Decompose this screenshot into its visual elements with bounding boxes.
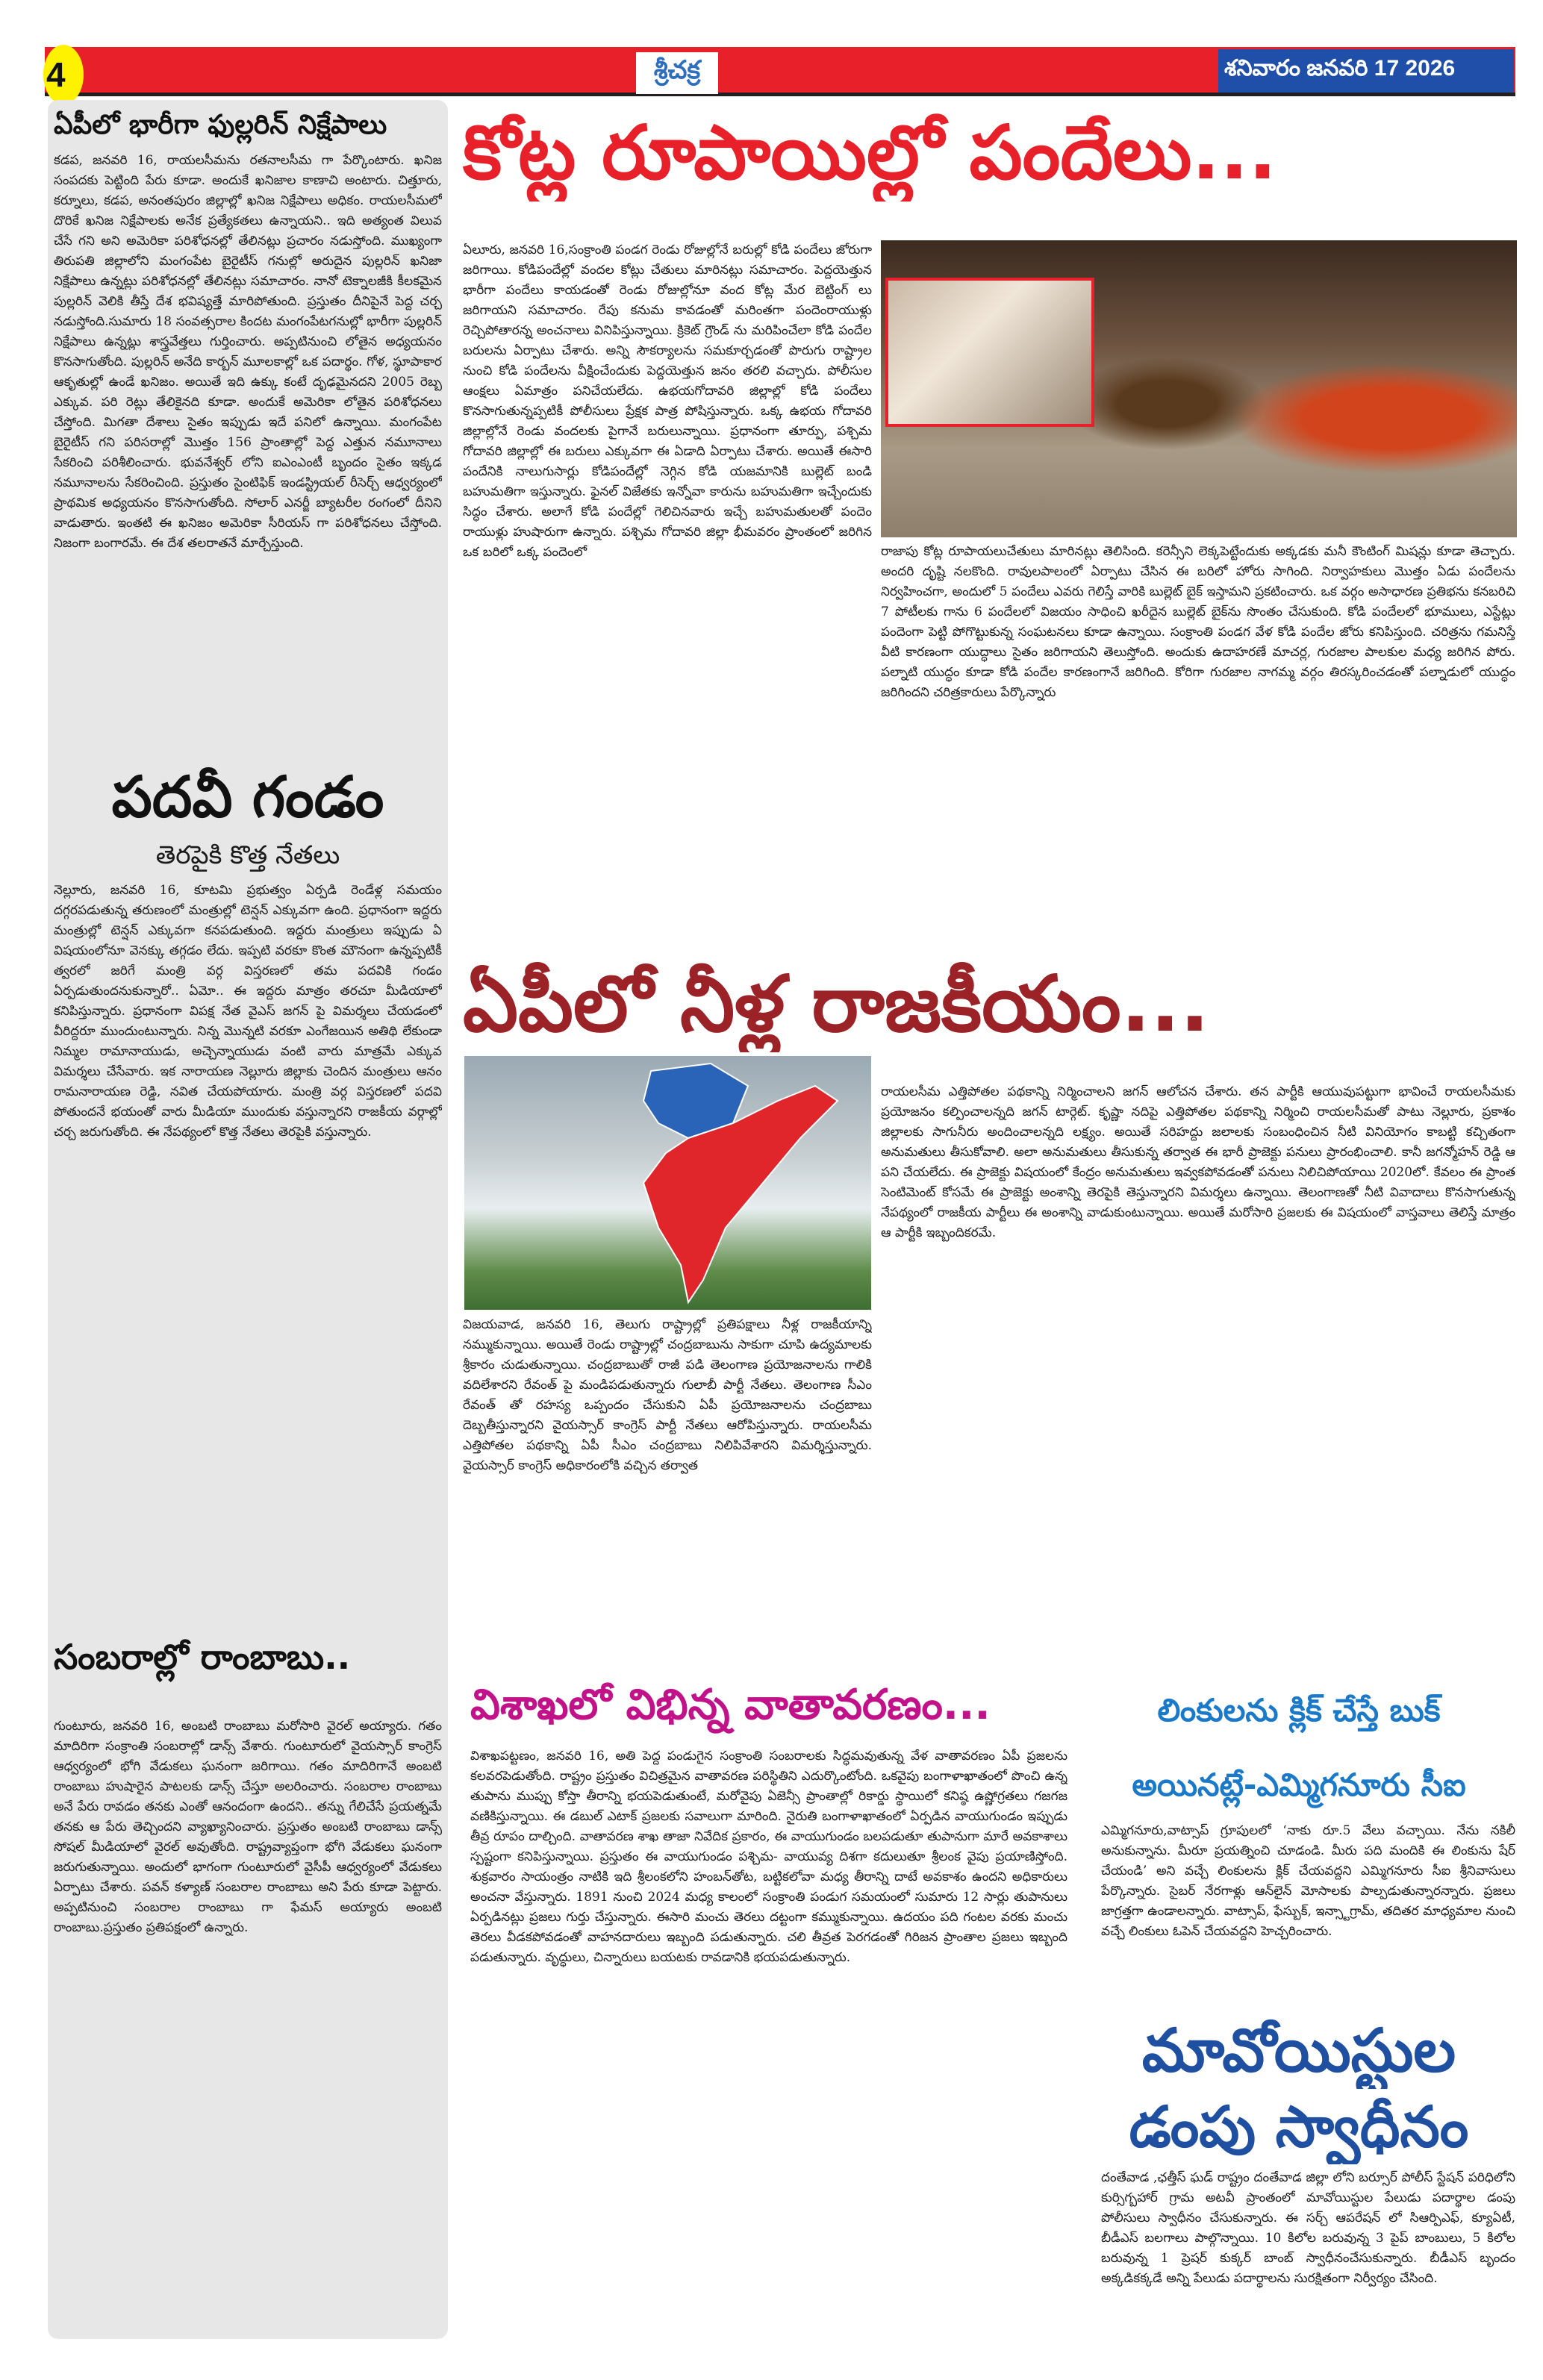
story-headline: ఏపీలో భారీగా ఫుల్లరిన్ నిక్షేపాలు bbox=[54, 110, 387, 140]
maoist-headline-line2: డంపు స్వాధీనం bbox=[1129, 2093, 1469, 2160]
story-headline: పదవీ గండం bbox=[111, 763, 384, 830]
water-story-body-col2: రాయలసీమ ఎత్తిపోతల పథకాన్ని నిర్మించాలని జగన్ ఆలోచన చేశారు. తన పార్టీకి ఆయువుపట్టుగా భావించే రాయలసీమకు ప్రయోజనం కల్పించాలన్నది జగన్ టార్గెట్. కృష్ణా నదిపై ఎత్తిపోతల పథకాన్ని నిర్మించి రాయలసీమతో పాటు నెల్లూరు, ప్రకాశం జిల్లాలకు సాగునీరు అందించాలన్నది లక్ష్యం. అయితే సరిహద్దు జలాలకు సంబంధించిన నీటి వినియోగం కాబట్టి కచ్చితంగా అనుమతులు తీసుకోవాలి. అలా అనుమతులు తీసుకున్న తర్వాత ఈ భారీ ప్రాజెక్టు పనులు ప్రారంభించాలి. కానీ జగన్మోహన్ రెడ్డి ఆ పని చేయలేదు. ఈ ప్రాజెక్టు విషయంలో కేంద్రం అనుమతులు ఇవ్వకపోవడంతో పనులు నిలిచిపోయాయి 2020లో. కేవలం ఈ ప్రాంత సెంటిమెంట్ కోసమే ఈ ప్రాజెక్టు అంశాన్ని తెరపైకి తెస్తున్నారని విమర్శలు ఉన్నాయి. తెలంగాణతో నీటి వివాదాలు కొనసాగుతున్న నేపథ్యంలో రాజకీయ పార్టీలు ఈ అంశాన్ని వాడుకుంటున్నాయి. అయితే మరోసారి ప్రజలకు ఈ విషయంలో వాస్తవాలు తెలిస్తే మాత్రం ఆ పార్టీకి ఇబ్బందికరమే. bbox=[881, 1084, 1515, 1240]
story-headline: సంబరాల్లో రాంబాబు.. bbox=[54, 1637, 351, 1677]
water-story-body-col1: విజయవాడ, జనవరి 16, తెలుగు రాష్ట్రాల్లో ప్రతిపక్షాలు నీళ్ల రాజకీయాన్ని నమ్ముకున్నాయి. అయితే రెండు రాష్ట్రాల్లో చంద్రబాబును సాకుగా చూపి ఉద్యమాలకు శ్రీకారం చుడుతున్నాయి. చంద్రబాబుతో రాజీ పడి తెలంగాణ ప్రయోజనాలను గాలికి వదిలేశారని రేవంత్ పై మండిపడుతున్నారు గులాబీ పార్టీ నేతలు. తెలంగాణ సీఎం రేవంత్ తో రహస్య ఒప్పందం చేసుకుని ఏపీ ప్రయోజనాలను చంద్రబాబు దెబ్బతీస్తున్నారని వైయస్సార్ కాంగ్రెస్ పార్టీ నేతలు ఆరోపిస్తున్నారు. రాయలసీమ ఎత్తిపోతల పథకాన్ని ఏపీ సీఎం చంద్రబాబు నిలిపివేశారని విమర్శిస్తున్నారు. వైయస్సార్ కాంగ్రెస్ అధికారంలోకి వచ్చిన తర్వాత bbox=[463, 1317, 872, 1473]
page-number-badge: 4 bbox=[43, 45, 84, 104]
story-subheadline: తెరపైకి కొత్త నేతలు bbox=[155, 840, 340, 870]
issue-date: శనివారం జనవరి 17 2026 bbox=[1218, 49, 1514, 93]
ap-map-dam-photo bbox=[464, 1056, 871, 1310]
story-body: గుంటూరు, జనవరి 16, అంబటి రాంబాబు మరోసారి వైరల్ అయ్యారు. గతం మాదిరిగా సంక్రాంతి సంబరాల్లో డాన్స్ వేశారు. గుంటూరులో వైయస్సార్ కాంగ్రెస్ ఆధ్వర్యంలో భోగి వేడుకలు ఘనంగా జరిగాయి. గతం మాదిరిగానే అంబటి రాంబాబు హుషారైన పాటలకు డాన్స్ చేస్తూ అలరించారు. సంబరాల రాంబాబు అనే పేరు రావడం తనకు ఎంతో ఆనందంగా ఉందని.. తన్ను గేలిచేసే ప్రయత్నమే తనకు ఆ పేరు తెచ్చిందని వ్యాఖ్యానించారు. ప్రస్తుతం అంబటి రాంబాబు డాన్స్ సోషల్ మీడియాలో వైరల్ అవుతోంది. రాష్ట్రవ్యాప్తంగా భోగి వేడుకలు ఘనంగా జరుగుతున్నాయి. అందులో భాగంగా గుంటూరులో వైసీపీ ఆధ్వర్యంలో వేడుకలు ఏర్పాటు చేశారు. పవన్ కళ్యాణ్ సంబరాల రాంబాబు అని పేరు కూడా పెట్టారు. అప్పటినుంచి సంబరాల రాంబాబు గా ఫేమస్ అయ్యారు అంబటి రాంబాబు.ప్రస్తుతం ప్రతిపక్షంలో ఉన్నారు. bbox=[54, 1719, 442, 1935]
cockfight-photo bbox=[881, 240, 1517, 537]
newspaper-logo: శ్రీచక్ర bbox=[636, 52, 718, 94]
lead-story-body-col2: రాజాపు కోట్ల రూపాయలుచేతులు మారినట్లు తెలిసింది. కరెన్సీని లెక్కపెట్టేందుకు అక్కడకు మనీ కౌంటింగ్ మిషన్లు కూడా తెచ్చారు. అందరి దృష్టి నలకొంది. రావులపాలంలో ఏర్పాటు చేసిన ఈ బరిలో హోరు సాగింది. నిర్వాహకులు మొత్తం ఏడు పందేలను నిర్వహించగా, అందులో 5 పందేలు ఎవరు గెలిస్తే వారికి బుల్లెట్ బైక్ ఇస్తామని ప్రకటించారు. ఒక వర్గం అసాధారణ ప్రతిభను కనబరిచి 7 పోటీలకు గాను 6 పందేలలో విజయం సాధించి ఖరీదైన బుల్లెట్ బైక్‌ను సొంతం చేసుకుంది. కోడి పందేలలో భూములు, ఎస్టేట్లు పందెంగా పెట్టి పోగొట్టుకున్న సంఘటనలు కూడా ఉన్నాయి. సంక్రాంతి పండగ వేళ కోడి పందేల జోరు కనిపిస్తుంది. చరిత్రను గమనిస్తే వీటి కారణంగా యుద్ధాలు సైతం జరిగాయని తెలుస్తోంది. అందుకు ఉదాహరణే మాచర్ల, గురజాల పాలకుల మధ్య జరిగిన పోరు. పల్నాటి యుద్ధం కూడా కోడి పందేల కారణంగానే జరిగింది. కోరిగా గురజాల నాగమ్మ వర్గం తిరస్కరించడంతో పల్నాడులో యుద్ధం జరిగిందని చరిత్రకారులు పేర్కొన్నారు bbox=[881, 544, 1515, 700]
water-headline: ఏపీలో నీళ్ల రాజకీయం... bbox=[463, 958, 1210, 1049]
story-body: కడప, జనవరి 16, రాయలసీమను రతనాలసీమ గా పేర్కొంటారు. ఖనిజ సంపదకు పెట్టింది పేరు కూడా. అందుకే ఖనిజాల కాణాచి అంటారు. చిత్తూరు, కర్నూలు, కడప, అనంతపురం జిల్లాల్లో ఖనిజ నిక్షేపాలు అధికం. రాయలసీమలో దొరికే ఖనిజ నిక్షేపాలకు అనేక ప్రత్యేకతలు ఉన్నాయని.. ఇది అత్యంత విలువ చేసే గని అని అమెరికా పరిశోధనల్లో తేలినట్లు ప్రచారం నడుస్తోంది. ముఖ్యంగా తిరుపతి జిల్లాలోని మంగంపేట బైరైటీస్ గనుల్లో అరుదైన పుల్లరిన్ ఖనిజా నిక్షేపాలు ఉన్నట్లు పరిశోధనల్లో తేలినట్లు సమాచారం. నానో టెక్నాలజీకి కీలకమైన పుల్లరిన్ వెలికి తీస్తే దేశ భవిష్యత్తే మారిపోతుంది. ప్రస్తుతం దీనిపైనే పెద్ద చర్చ నడుస్తోంది.సుమారు 18 సంవత్సరాల కిందట మంగంపేటగనుల్లో భారీగా పుల్లరిన్ నిక్షేపాలు ఉన్నట్లు శాస్త్రవేత్తలు గుర్తించారు. అప్పటినుంచి లోతైన అధ్యయనం కొనసాగుతోంది. పుల్లరిన్ అనేది కార్బన్ మూలకాల్లో ఒక పదార్థం. గోళ, స్థూపాకార ఆకృతుల్లో ఉండే ఖనిజం. అయితే ఇది ఉక్కు కంటే దృఢమైనదని 2005 రెబ్బ ఎక్కువ. పరి రెట్లు తేలికైనది కూడా. అందుకే అమెరికా లోతైన పరిశోధనలు చేస్తోంది. మిగతా దేశాలు సైతం ఇప్పుడు ఇదే పనిలో ఉన్నాయి. మంగంపేట బైరైటీస్ గని పరిసరాల్లో మొత్తం 156 ప్రాంతాల్లో పెద్ద ఎత్తున నమూనాలు సేకరించి పరిశీలించారు. భువనేశ్వర్ లోని ఐఎంఎంటీ బృందం సైతం ఇక్కడ నమూనాలను సేకరించింది. ప్రస్తుతం సైంటిఫిక్ ఇండస్ట్రియల్ రీసెర్చ్ ఆధ్వర్యంలో ప్రాథమిక అధ్యయనం కొనసాగుతోంది. సోలార్ ఎనర్జీ బ్యాటరీల రంగంలో దీనిని వాడుతారు. ఇంతటి ఈ ఖనిజం అమెరికా సీరియస్ గా పరిశోధనలు చేస్తోంది. నిజంగా బంగారమే. ఈ దేశ తలరాతనే మార్చేస్తుంది. bbox=[54, 153, 442, 551]
maoist-story-body: దంతేవాడ ,ఛత్తీస్ ఘడ్ రాష్ట్రం దంతేవాడ జిల్లా లోని బర్సూర్ పోలీస్ స్టేషన్ పరిధిలోని కుర్సిగ్బహార్ గ్రామ అటవీ ప్రాంతంలో మావోయిస్టుల పేలుడు పదార్థాల డంపు పోలీసులు స్వాధీనం చేసుకున్నారు. ఈ సర్చ్ ఆపరేషన్ లో సిఆర్పిఎఫ్, క్యూఏటీ, బీడీఎస్ బలగాలు పాల్గొన్నాయి. 10 కిలోల బరువున్న 3 పైప్ బాంబులు, 5 కిలోల బరువున్న 1 ప్రెషర్ కుక్కర్ బాంబ్ స్వాధీనంచేసుకున్నారు. బీడీఎస్ బృందం అక్కడికక్కడే అన్ని పేలుడు పదార్థాలను సురక్షితంగా నిర్వీర్యం చేసింది. bbox=[1101, 2170, 1515, 2286]
cyber-headline: అయినట్లే-ఎమ్మిగనూరు సీఐ bbox=[1132, 1767, 1466, 1803]
cyber-kicker: లింకులను క్లిక్ చేస్తే బుక్ bbox=[1157, 1692, 1441, 1728]
story-body: నెల్లూరు, జనవరి 16, కూటమి ప్రభుత్వం ఏర్పడి రెండేళ్ల సమయం దగ్గరపడుతున్న తరుణంలో మంత్రుల్లో టెన్షన్ ఎక్కువగా ఉంది. ప్రధానంగా ఇద్దరు మంత్రుల్లో టెన్షన్ ఎక్కువగా కనపడుతుంది. ఇద్దరు మంత్రులు ఇప్పుడు ఏ విషయంలోనూ వెనక్కు తగ్గడం లేదు. ఇప్పటి వరకూ కొంత మౌనంగా ఉన్నప్పటికీ త్వరలో జరిగే మంత్రి వర్గ విస్తరణలో తమ పదవికి గండం ఏర్పడుతుందనుకున్నారో.. ఏమో.. ఈ ఇద్దరు మాత్రం తరచూ మీడియాలో కనిపిస్తున్నారు. ప్రధానంగా విపక్ష నేత వైఎస్ జగన్ పై విమర్శలు చేయడంలో వీరిద్దరూ ముందుంటున్నారు. నిన్న మొన్నటి వరకూ ఎంగేజయిన అతిథి లేకుండా నిమ్మల రామానాయుడు, అచ్చెన్నాయుడు వంటి వారు మాత్రమే ఎక్కువ విమర్శలు చేసేవారు. ఇక నారాయణ నెల్లూరు జిల్లాకు చెందిన మంత్రులు ఆనం రామనారాయణ రెడ్డి, నవిత చేయపోయారు. మంత్రి వర్గ విస్తరణలో పదవి పోతుందనే భయంతో వారు మీడియా ముందుకు వస్తున్నారని రాజకీయ వర్గాల్లో చర్చ జరుగుతోంది. ఈ నేపథ్యంలో కొత్త నేతలు తెరపైకి వస్తున్నారు. bbox=[54, 883, 442, 1140]
lead-story-body-col1: ఏలూరు, జనవరి 16,సంక్రాంతి పండగ రెండు రోజుల్లోనే బరుల్లో కోడి పందేలు జోరుగా జరిగాయి. కోడిపందేల్లో వందల కోట్లు చేతులు మారినట్లు సమాచారం. పెద్దయెత్తున భారీగా పందేలు కాయడంతో రెండు రోజుల్లోనూ వంద కోట్ల మేర బెట్టింగ్ లు జరిగాయని సమాచారం. రేపు కనుమ కావడంతో మరింతగా పందెంరాయుళ్లు రెచ్చిపోతారన్న అంచనాలు వినిపిస్తున్నాయి. క్రికెట్ గ్రౌండ్ ను మరిపించేలా కోడి పందేల బరులను ఏర్పాటు చేశారు. అన్ని సౌకర్యాలను సమకూర్చడంతో పొరుగు రాష్ట్రాల నుంచి కోడి పందేలను వీక్షించేందుకు పెద్దయెత్తున జనం తరలి వచ్చారు. పోలీసుల ఆంక్షలు ఏమాత్రం పనిచేయలేదు. ఉభయగోదావరి జిల్లాల్లో కోడి పందేలు కొనసాగుతున్నప్పటికీ పోలీసులు ప్రేక్షక పాత్ర పోషిస్తున్నారు. ఒక్క ఉభయ గోదావరి జిల్లాల్లోనే రెండు వందలకు పైగానే బరులున్నాయి. ప్రధానంగా తూర్పు, పశ్చిమ గోదావరి జిల్లాల్లో ఈ బరులు ఎక్కువగా ఈ ఏడాది ఏర్పాటు చేశారు. అయితే ఈసారి పందేనికి నాలుగుసార్లు కోడిపందేల్లో నెగ్గిన కోడి యజమానికి బుల్లెట్ బండి బహుమతిగా ఇస్తున్నారు. ఫైనల్ విజేతకు ఇన్నోవా కారును బహుమతిగా ఇచ్చేందుకు సిద్ధం చేశారు. అలాగే కోడి పందేల్లో గెలిచినవారు ఇచ్చే బహుమతులతో పందెం రాయుళ్లు హుషారుగా ఉన్నారు. పశ్చిమ గోదావరి జిల్లా భీమవరం ప్రాంతంలో జరిగిన ఒక బరిలో ఒక్క పందెంలో bbox=[463, 243, 872, 560]
andhra-telangana-map-icon bbox=[464, 1056, 871, 1310]
vizag-story-body: విశాఖపట్టణం, జనవరి 16, అతి పెద్ద పండుగైన సంక్రాంతి సంబరాలకు సిద్ధమవుతున్న వేళ వాతావరణం ఏపీ ప్రజలను కలవరపెడుతోంది. రాష్ట్రం ప్రస్తుతం విచిత్రమైన వాతావరణ పరిస్థితిని ఎదుర్కొంటోంది. ఒకవైపు బంగాళాఖాతంలో పొంచి ఉన్న తుపాను ముప్పు కోస్తా తీరాన్ని భయపెడుతుంటే, మరోవైపు ఏజెన్సీ ప్రాంతాల్లో రికార్డు స్థాయిలో కనిష్ఠ ఉష్ణోగ్రతలు గజగజ వణికిస్తున్నాయి. ఈ డబుల్ ఎటాక్ ప్రజలకు సవాలుగా మారింది. నైరుతి బంగాళాఖాతంలో ఏర్పడిన వాయుగుండం ఇప్పుడు తీవ్ర రూపం దాల్చింది. వాతావరణ శాఖ తాజా నివేదిక ప్రకారం, ఈ వాయుగుండం బలపడుతూ తుపానుగా మారే అవకాశాలు స్పష్టంగా కనిపిస్తున్నాయి. ప్రస్తుతం ఈ వాయుగుండం పశ్చిమ- వాయువ్య దిశగా కదులుతూ శ్రీలంక వైపు ప్రయాణిస్తోంది. శుక్రవారం సాయంత్రం నాటికి ఇది శ్రీలంకలోని హంబన్‌తోట, బట్టికలోవా మధ్య తీరాన్ని దాటే అవకాశం ఉందని అధికారులు అంచనా వేస్తున్నారు. 1891 నుంచి 2024 మధ్య కాలంలో సంక్రాంతి పండుగ సమయంలో సుమారు 12 సార్లు తుపానులు ఏర్పడినట్లు ప్రజలు గుర్తు చేస్తున్నారు. ఈసారి మంచు తెరలు దట్టంగా కమ్ముకున్నాయి. ఉదయం పది గంటల వరకు మంచు తెరలు వీడకపోవడంతో వాహనదారులు ఇబ్బంది పడుతున్నారు. చలి తీవ్రత పెరగడంతో గిరిజన ప్రాంతాల ప్రజలు ఇబ్బంది పడుతున్నారు. వృద్ధులు, చిన్నారులు బయటకు రావడానికి భయపడుతున్నారు. bbox=[470, 1749, 1067, 1965]
cyber-story-body: ఎమ్మిగనూరు,వాట్సాప్ గ్రూపులలో ‘నాకు రూ.5 వేలు వచ్చాయి. నేను నకిలీ అనుకున్నాను. మీరూ ప్రయత్నించి చూడండి. మీరు పది మందికి ఈ లింకును షేర్ చేయండి’ అని వచ్చే లింకులను క్లిక్ చేయవద్దని ఎమ్మిగనూరు సీఐ శ్రీనివాసులు పేర్కొన్నారు. సైబర్ నేరగాళ్లు ఆన్‌లైన్ మోసాలకు పాల్పడుతున్నారన్నారు. ప్రజలు జాగ్రత్తగా ఉండాలన్నారు. వాట్సాప్, ఫేస్బుక్, ఇన్స్టాగ్రామ్, తదితర మాధ్యమాల నుంచి వచ్చే లింకులు ఓపెన్ చేయవద్దని హెచ్చరించారు. bbox=[1101, 1823, 1515, 1939]
maoist-headline-line1: మావోయిస్టుల bbox=[1141, 2015, 1456, 2085]
currency-inset-photo bbox=[885, 278, 1094, 427]
lead-headline: కోట్ల రూపాయిల్లో పందేలు... bbox=[463, 109, 1277, 196]
vizag-headline: విశాఖలో విభిన్న వాతావరణం... bbox=[470, 1681, 991, 1729]
